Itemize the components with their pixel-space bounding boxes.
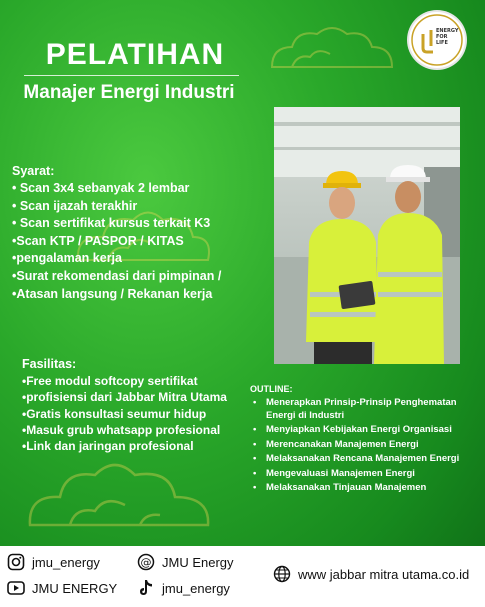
threads-contact[interactable]	[136, 552, 234, 572]
list-item: •profisiensi dari Jabbar Mitra Utama	[22, 390, 227, 405]
company-logo	[409, 12, 465, 68]
list-item: • Melaksanakan Rencana Manajemen Energi	[250, 453, 480, 466]
list-item: • Menerapkan Prinsip-Prinsip Penghematan Energi di Industri	[250, 397, 480, 422]
outline-heading: OUTLINE:	[250, 384, 293, 394]
youtube-contact[interactable]	[6, 578, 117, 598]
logo-text-2: FOR	[436, 34, 448, 40]
list-item: •Gratis konsultasi seumur hidup	[22, 406, 207, 421]
list-item: • Melaksanakan Tinjauan Manajemen	[250, 482, 480, 495]
outline-section	[250, 383, 480, 497]
list-item: • Scan ijazah terakhir	[12, 198, 138, 213]
requirements-heading: Syarat:	[12, 164, 55, 178]
title-divider	[24, 75, 239, 76]
svg-text:@: @	[140, 556, 152, 569]
tiktok-icon	[136, 578, 156, 598]
facilities-heading: Fasilitas:	[22, 357, 77, 371]
facilities-section	[22, 356, 227, 454]
list-item: •Free modul softcopy sertifikat	[22, 374, 198, 388]
cloud-ornament-bottom	[20, 455, 220, 545]
page-title: PELATIHAN	[45, 38, 225, 71]
tiktok-contact[interactable]	[136, 578, 230, 598]
list-item: • Mengevaluasi Manajemen Energi	[250, 468, 480, 481]
list-item: • Scan 3x4 sebanyak 2 lembar	[12, 181, 190, 195]
workers-photo	[274, 107, 460, 364]
logo-text-3: LIFE	[436, 40, 448, 46]
requirements-section	[12, 163, 221, 303]
tiktok-handle: jmu_energy	[162, 580, 230, 596]
threads-icon	[136, 552, 156, 572]
threads-handle: JMU Energy	[162, 554, 234, 570]
list-item: •Surat rekomendasi dari pimpinan /	[12, 268, 222, 283]
instagram-contact[interactable]	[6, 552, 100, 572]
list-item: •Atasan langsung / Rekanan kerja	[12, 286, 213, 301]
list-item: •pengalaman kerja	[12, 251, 122, 266]
list-item: • Merencanakan Manajemen Energi	[250, 439, 480, 452]
website-contact[interactable]	[272, 564, 469, 584]
youtube-icon	[6, 578, 26, 598]
list-item: •Scan KTP / PASPOR / KITAS	[12, 233, 184, 248]
list-item: • Scan sertifikat kursus terkait K3	[12, 216, 211, 231]
instagram-icon	[6, 552, 26, 572]
contact-footer	[0, 546, 485, 607]
globe-icon	[272, 564, 292, 584]
cloud-ornament-top	[262, 22, 402, 82]
website-url: www jabbar mitra utama.co.id	[298, 566, 470, 582]
page-subtitle: Manajer Energi Industri	[23, 82, 235, 103]
logo-text-1: ENERGY	[436, 28, 459, 34]
youtube-channel: JMU ENERGY	[32, 580, 118, 596]
list-item: •Masuk grub whatsapp profesional	[22, 422, 221, 437]
list-item: •Link dan jaringan profesional	[22, 439, 194, 454]
instagram-handle: jmu_energy	[32, 554, 100, 570]
list-item: • Menyiapkan Kebijakan Energi Organisasi	[250, 424, 480, 437]
